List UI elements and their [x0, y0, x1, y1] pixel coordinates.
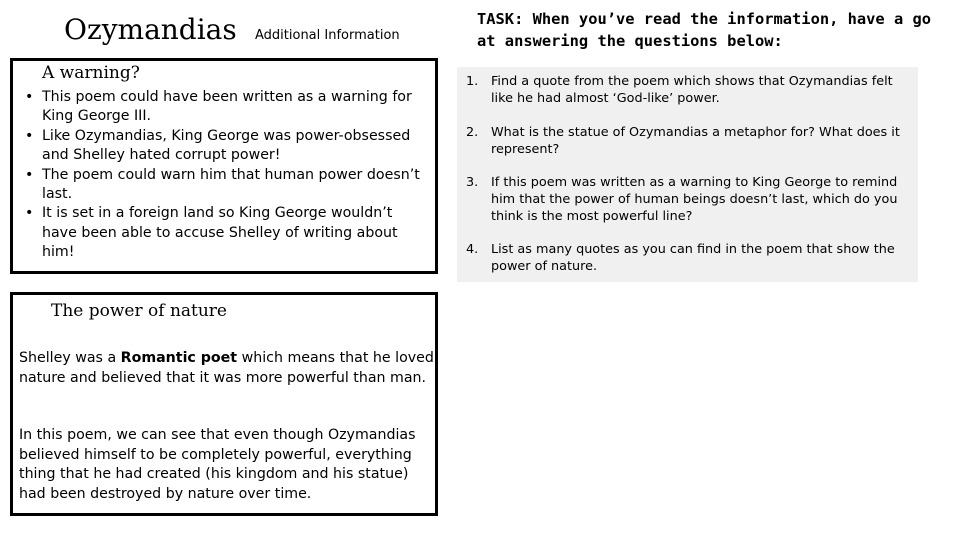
- question-text: If this poem was written as a warning to King George to remind him that the power of human beings doesn’t last, which do you think is the most powerful line?: [491, 175, 898, 224]
- nature-heading: The power of nature: [51, 301, 227, 321]
- para-text: which means that he loved nature and believed that it was more powerful than man.: [19, 350, 434, 386]
- warning-heading: A warning?: [42, 63, 140, 83]
- bullet-item: • It is set in a foreign land so King George wouldn’t have been able to accuse Shelley of writing about him!: [20, 204, 430, 262]
- question-item: [466, 241, 906, 275]
- romantic-poet-term: Romantic poet: [120, 350, 238, 366]
- question-number: 2.: [466, 125, 479, 140]
- question-text: What is the statue of Ozymandias a metaphor for? What does it represent?: [491, 125, 900, 157]
- question-item: [466, 174, 906, 225]
- para-text: Shelley was a: [19, 350, 121, 366]
- question-text: List as many quotes as you can find in the poem that show the power of nature.: [491, 242, 895, 274]
- question-number: 4.: [466, 242, 479, 257]
- bullet-item: • Like Ozymandias, King George was power-obsessed and Shelley hated corrupt power!: [20, 127, 430, 166]
- bullet-item: • This poem could have been written as a warning for King George III.: [20, 88, 430, 127]
- question-number: 3.: [466, 175, 479, 190]
- question-item: [466, 73, 906, 107]
- nature-paragraph-1: [19, 349, 434, 388]
- question-number: 1.: [466, 74, 479, 89]
- page-title: Ozymandias: [64, 13, 237, 46]
- question-item: [466, 124, 906, 158]
- warning-bullet-list: [20, 88, 430, 263]
- page-subtitle: Additional Information: [255, 28, 400, 43]
- nature-paragraph-2: In this poem, we can see that even though Ozymandias believed himself to be completely powerful, everything thing that he had created (his kingdom and his statue) had been destroyed by nature over time.: [19, 427, 416, 502]
- bullet-item: • The poem could warn him that human power doesn’t last.: [20, 166, 430, 205]
- question-text: Find a quote from the poem which shows that Ozymandias felt like he had almost ‘God-like’ power.: [491, 74, 893, 106]
- task-heading: TASK: When you’ve read the information, have a go at answering the questions below:: [477, 10, 932, 50]
